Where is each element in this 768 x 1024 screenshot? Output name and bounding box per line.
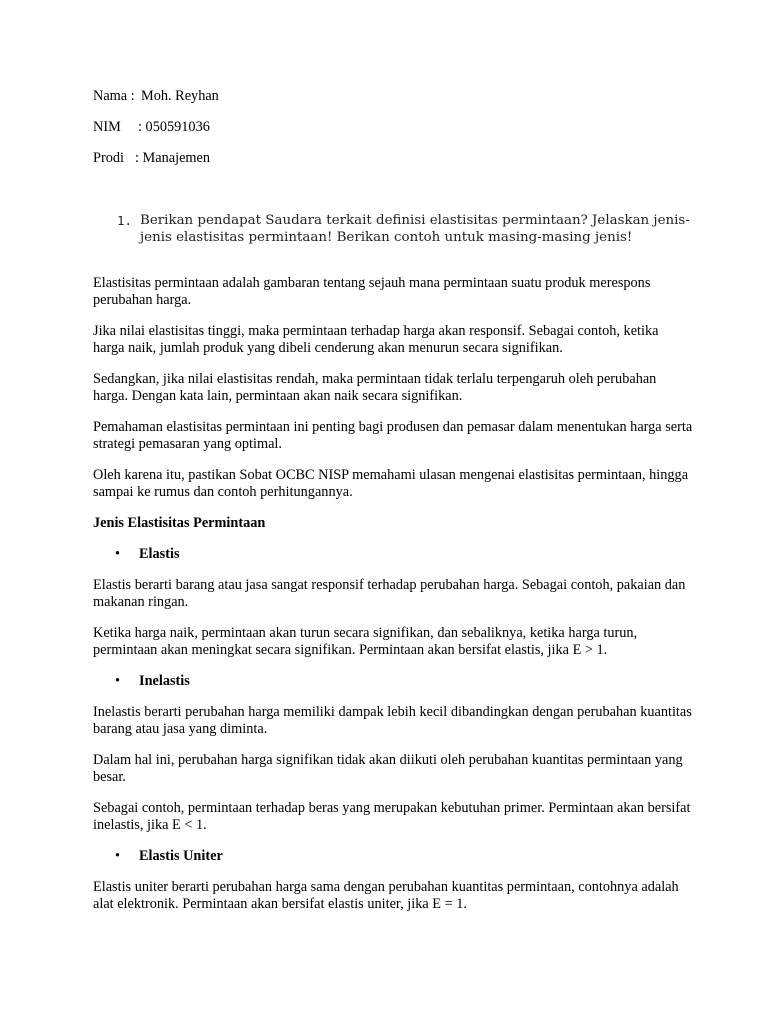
type-title: Inelastis — [139, 673, 190, 689]
nim-value: : 050591036 — [138, 119, 210, 135]
nim-field — [93, 119, 693, 136]
prodi-value: : Manajemen — [135, 150, 211, 166]
question-number: 1. — [117, 213, 133, 228]
bullet-icon: • — [115, 848, 121, 864]
type-paragraph: Ketika harga naik, permintaan akan turun secara signifikan, dan sebaliknya, ketika harga turun, permintaan akan meningkat secara signifikan. Permintaan akan bersifat elastis, jika E > 1. — [93, 625, 638, 658]
nim-label: NIM — [93, 119, 121, 135]
document-page — [93, 88, 693, 927]
type-paragraph: Sebagai contoh, permintaan terhadap beras yang merupakan kebutuhan primer. Permintaan akan bersifat inelastis, jika E < 1. — [93, 800, 691, 833]
intro-paragraph: Oleh karena itu, pastikan Sobat OCBC NISP memahami ulasan mengenai elastisitas permintaan, hingga sampai ke rumus dan contoh perhitungannya. — [93, 467, 689, 500]
section-heading: Jenis Elastisitas Permintaan — [93, 515, 266, 531]
nama-label: Nama : — [93, 88, 135, 104]
nama-field — [93, 88, 693, 105]
intro-paragraph: Elastisitas permintaan adalah gambaran tentang sejauh mana permintaan suatu produk merespons perubahan harga. — [93, 275, 651, 308]
type-heading-elastis-uniter — [93, 848, 693, 865]
prodi-field — [93, 150, 693, 167]
type-heading-inelastis — [93, 673, 693, 690]
type-heading-elastis — [93, 546, 693, 563]
nama-value: Moh. Reyhan — [141, 88, 219, 104]
intro-paragraph: Jika nilai elastisitas tinggi, maka permintaan terhadap harga akan responsif. Sebagai contoh, ketika harga naik, jumlah produk yang dibeli cenderung akan menurun secara signifikan. — [93, 323, 659, 356]
type-paragraph: Elastis uniter berarti perubahan harga sama dengan perubahan kuantitas permintaan, contohnya adalah alat elektronik. Permintaan akan bersifat elastis uniter, jika E = 1. — [93, 879, 679, 912]
bullet-icon: • — [115, 546, 121, 562]
question-item — [93, 212, 693, 246]
intro-paragraph: Sedangkan, jika nilai elastisitas rendah, maka permintaan tidak terlalu terpengaruh oleh perubahan harga. Dengan kata lain, permintaan akan naik secara signifikan. — [93, 371, 657, 404]
type-title: Elastis Uniter — [139, 848, 223, 864]
type-paragraph: Inelastis berarti perubahan harga memiliki dampak lebih kecil dibandingkan dengan perubahan kuantitas barang atau jasa yang diminta. — [93, 704, 692, 737]
type-title: Elastis — [139, 546, 180, 562]
type-paragraph: Elastis berarti barang atau jasa sangat responsif terhadap perubahan harga. Sebagai contoh, pakaian dan makanan ringan. — [93, 577, 686, 610]
intro-paragraph: Pemahaman elastisitas permintaan ini penting bagi produsen dan pemasar dalam menentukan harga serta strategi pemasaran yang optimal. — [93, 419, 693, 452]
bullet-icon: • — [115, 673, 121, 689]
type-paragraph: Dalam hal ini, perubahan harga signifikan tidak akan diikuti oleh perubahan kuantitas permintaan yang besar. — [93, 752, 683, 785]
question-text: Berikan pendapat Saudara terkait definisi elastisitas permintaan? Jelaskan jenis-jenis elastisitas permintaan! Berikan contoh untuk masing-masing jenis! — [140, 213, 690, 245]
prodi-label: Prodi — [93, 150, 124, 166]
